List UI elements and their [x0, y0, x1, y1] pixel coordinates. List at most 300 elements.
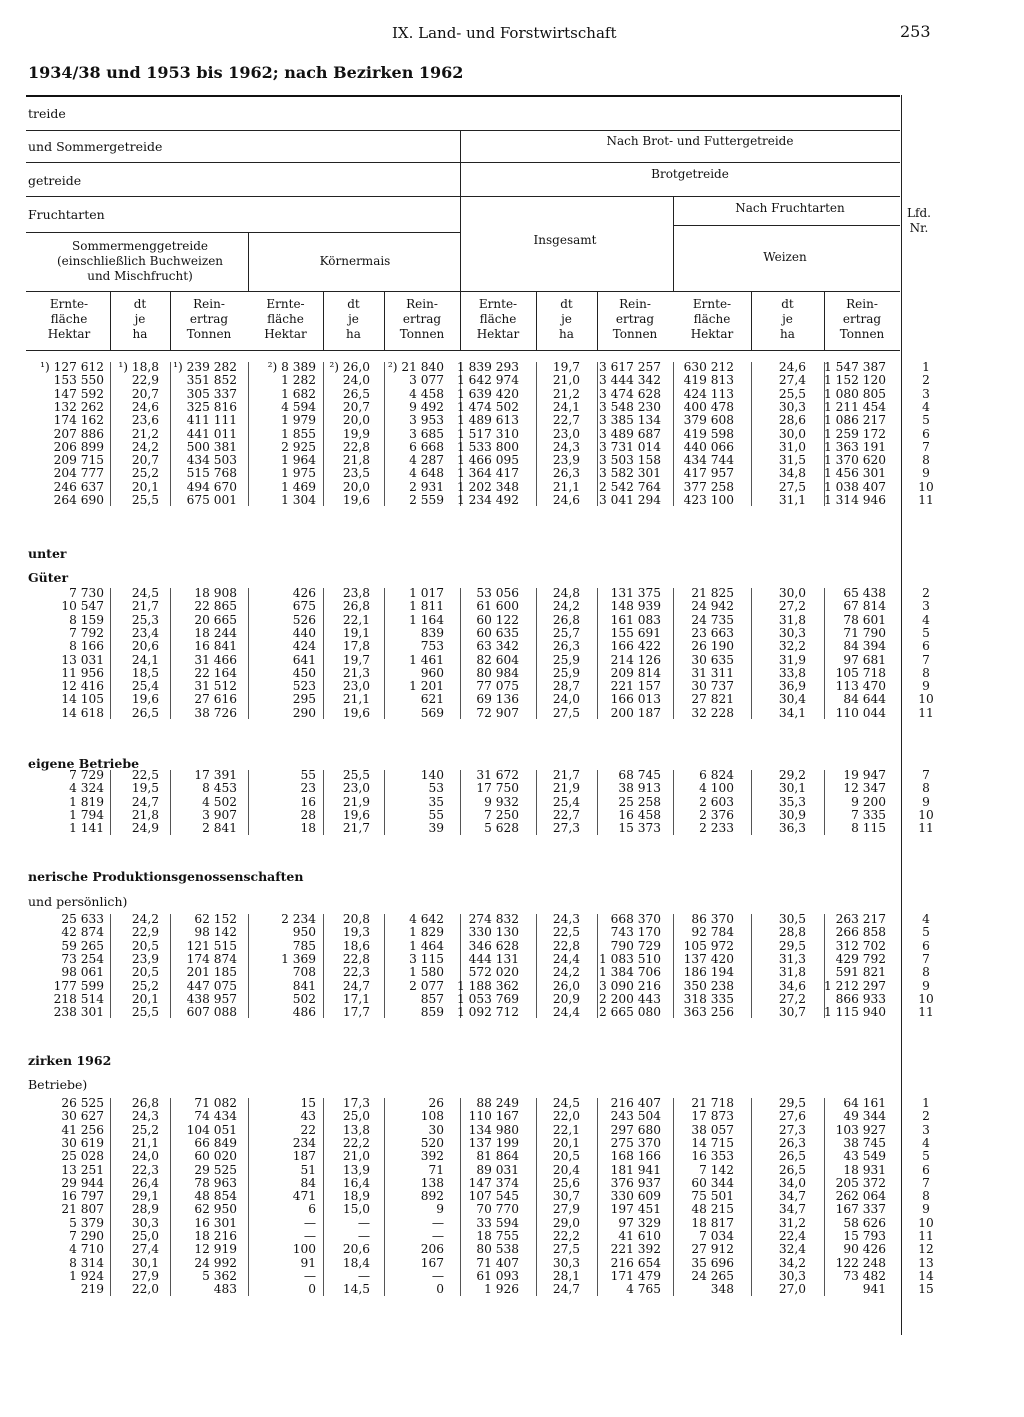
- cell-mais-flaeche: 1 682: [281, 386, 316, 401]
- cell-brot-dtha: 26,0: [552, 978, 580, 993]
- table-row: [0, 1283, 1024, 1296]
- cell-weizen-dtha: 30,7: [778, 1005, 806, 1020]
- cell-mais-dtha: 25,0: [342, 1109, 370, 1124]
- table-row: [0, 494, 1024, 507]
- cell-mais-flaeche: 426: [292, 586, 316, 600]
- rule-h2: [26, 162, 900, 163]
- table-row: [0, 388, 1024, 401]
- cell-brot-flaeche: 1 092 712: [456, 1005, 519, 1020]
- cell-weizen-reinertrag: 18 931: [843, 1162, 886, 1177]
- cell-brot-reinertrag: 376 937: [610, 1175, 661, 1190]
- cell-brot-flaeche: 1 639 420: [456, 386, 519, 401]
- table-row: [0, 374, 1024, 387]
- cell-mais-flaeche: 950: [292, 925, 316, 940]
- cell-lfd-nr: 2: [922, 1109, 930, 1124]
- cell-reinertrag: 98 142: [194, 925, 237, 940]
- cell-weizen-flaeche: 2 603: [699, 794, 734, 809]
- cell-flaeche: 14 618: [61, 705, 104, 720]
- cell-mais-flaeche: 22: [300, 1122, 316, 1137]
- cell-weizen-flaeche: 60 344: [691, 1175, 734, 1190]
- cell-mais-dtha: 23,0: [342, 679, 370, 694]
- cell-mais-reinertrag: 3 077: [409, 373, 444, 388]
- cell-mais-reinertrag: 892: [420, 1189, 444, 1204]
- rule-h4b: [673, 225, 900, 226]
- cell-mais-flaeche: 1 979: [281, 413, 316, 428]
- cell-weizen-flaeche: 419 598: [683, 426, 734, 441]
- cell-brot-reinertrag: 3 731 014: [598, 439, 661, 454]
- cell-mais-reinertrag: 108: [420, 1109, 444, 1124]
- cell-brot-reinertrag: 166 422: [610, 639, 661, 654]
- cell-weizen-flaeche: 31 311: [691, 665, 734, 680]
- cell-brot-dtha: 24,7: [552, 1282, 580, 1297]
- cell-lfd-nr: 2: [922, 373, 930, 388]
- cell-dtha: 20,1: [131, 479, 159, 494]
- cell-mais-dtha: 18,9: [342, 1189, 370, 1204]
- cell-reinertrag: ¹) 239 282: [173, 360, 237, 374]
- cell-weizen-dtha: 31,1: [778, 493, 806, 507]
- cell-brot-flaeche: 72 907: [476, 705, 519, 720]
- cell-brot-flaeche: 1 926: [484, 1282, 519, 1297]
- table-row: [0, 441, 1024, 454]
- cell-flaeche: 8 166: [69, 639, 104, 654]
- cell-dtha: 20,1: [131, 991, 159, 1006]
- header-nach-fruchtarten: Nach Fruchtarten: [735, 201, 845, 215]
- cell-weizen-flaeche: 21 718: [691, 1096, 734, 1110]
- cell-brot-reinertrag: 2 200 443: [598, 991, 661, 1006]
- cell-brot-flaeche: 1 364 417: [456, 466, 519, 481]
- cell-reinertrag: 62 950: [194, 1202, 237, 1217]
- cell-weizen-dtha: 34,7: [778, 1189, 806, 1204]
- cell-flaeche: 1 794: [69, 807, 104, 822]
- cell-mais-flaeche: 91: [300, 1255, 316, 1270]
- table-title: 1934/38 und 1953 bis 1962; nach Bezirken 1962: [28, 63, 464, 82]
- cell-weizen-dtha: 32,4: [778, 1242, 806, 1257]
- cell-brot-flaeche: 70 770: [476, 1202, 519, 1217]
- cell-mais-flaeche: 1 282: [281, 373, 316, 388]
- table-row: [0, 782, 1024, 795]
- cell-brot-flaeche: 1 489 613: [456, 413, 519, 428]
- cell-weizen-flaeche: 363 256: [683, 1005, 734, 1020]
- cell-brot-flaeche: 82 604: [476, 652, 519, 667]
- cell-lfd-nr: 5: [922, 925, 930, 940]
- cell-flaeche: 1 819: [69, 794, 104, 809]
- table-row: [0, 1203, 1024, 1216]
- cell-mais-dtha: 17,8: [342, 639, 370, 654]
- cell-brot-dtha: 20,9: [552, 991, 580, 1006]
- cell-lfd-nr: 10: [918, 479, 934, 494]
- cell-lfd-nr: 1: [922, 360, 930, 374]
- cell-weizen-dtha: 34,0: [778, 1175, 806, 1190]
- cell-mais-reinertrag: 9: [436, 1202, 444, 1217]
- cell-lfd-nr: 10: [918, 692, 934, 707]
- cell-flaeche: 209 715: [53, 453, 104, 468]
- cell-brot-dtha: 25,6: [552, 1175, 580, 1190]
- cell-mais-dtha: 22,2: [342, 1135, 370, 1150]
- cell-mais-dtha: 22,8: [342, 951, 370, 966]
- cell-mais-reinertrag: 2 931: [409, 479, 444, 494]
- cell-weizen-dtha: 31,8: [778, 965, 806, 980]
- cell-dtha: 21,1: [131, 1135, 159, 1150]
- cell-flaeche: 204 777: [53, 466, 104, 481]
- cell-mais-flaeche: 424: [292, 639, 316, 654]
- cell-lfd-nr: 6: [922, 639, 930, 654]
- cell-weizen-reinertrag: 90 426: [843, 1242, 886, 1257]
- cell-flaeche: 219: [80, 1282, 104, 1297]
- cell-brot-flaeche: 274 832: [468, 912, 519, 926]
- cell-dtha: 27,4: [131, 1242, 159, 1257]
- cell-brot-reinertrag: 3 503 158: [598, 453, 661, 468]
- cell-mais-dtha: 19,3: [342, 925, 370, 940]
- cell-brot-dtha: 24,4: [552, 951, 580, 966]
- cell-brot-reinertrag: 1 384 706: [598, 965, 661, 980]
- cell-lfd-nr: 7: [922, 439, 930, 454]
- cell-weizen-reinertrag: 312 702: [835, 938, 886, 953]
- cell-reinertrag: 18 244: [194, 625, 237, 640]
- table-row: [0, 980, 1024, 993]
- cell-reinertrag: 27 616: [194, 692, 237, 707]
- cell-mais-flaeche: 440: [292, 625, 316, 640]
- cell-mais-flaeche: 4 594: [281, 399, 316, 414]
- cell-mais-flaeche: 187: [292, 1149, 316, 1164]
- table-row: [0, 587, 1024, 600]
- cell-weizen-reinertrag: 205 372: [835, 1175, 886, 1190]
- cell-brot-dtha: 25,7: [552, 625, 580, 640]
- cell-lfd-nr: 9: [922, 794, 930, 809]
- cell-dtha: 21,7: [131, 599, 159, 614]
- table-row: [0, 414, 1024, 427]
- cell-mais-reinertrag: 839: [420, 625, 444, 640]
- cell-mais-reinertrag: —: [431, 1215, 444, 1230]
- cell-brot-dtha: 28,1: [552, 1268, 580, 1283]
- cell-mais-reinertrag: 960: [420, 665, 444, 680]
- cell-dtha: 24,2: [131, 439, 159, 454]
- cell-mais-flaeche: 502: [292, 991, 316, 1006]
- cell-reinertrag: 483: [213, 1282, 237, 1297]
- cell-dtha: 22,9: [131, 373, 159, 388]
- cell-mais-flaeche: 523: [292, 679, 316, 694]
- cell-lfd-nr: 11: [918, 1005, 934, 1020]
- cell-reinertrag: 74 434: [194, 1109, 237, 1124]
- cell-dtha: 22,5: [131, 768, 159, 782]
- cell-mais-reinertrag: 26: [428, 1096, 444, 1110]
- cell-weizen-reinertrag: 64 161: [843, 1096, 886, 1110]
- cell-mais-dtha: 21,9: [342, 794, 370, 809]
- cell-brot-reinertrag: 148 939: [610, 599, 661, 614]
- cell-weizen-flaeche: 434 744: [683, 453, 734, 468]
- cell-brot-dtha: 19,7: [552, 360, 580, 374]
- cell-reinertrag: 48 854: [194, 1189, 237, 1204]
- cell-mais-reinertrag: 621: [420, 692, 444, 707]
- cell-reinertrag: 31 466: [194, 652, 237, 667]
- cell-brot-flaeche: 89 031: [476, 1162, 519, 1177]
- cell-reinertrag: 2 841: [202, 821, 237, 836]
- rule-v-mais: [248, 232, 249, 292]
- cell-brot-flaeche: 137 199: [468, 1135, 519, 1150]
- cell-dtha: 25,4: [131, 679, 159, 694]
- cell-weizen-dtha: 30,0: [778, 426, 806, 441]
- cell-flaeche: 41 256: [61, 1122, 104, 1137]
- cell-reinertrag: 18 908: [194, 586, 237, 600]
- cell-brot-flaeche: 80 538: [476, 1242, 519, 1257]
- cell-weizen-reinertrag: 1 080 805: [823, 386, 886, 401]
- cell-dtha: 18,5: [131, 665, 159, 680]
- cell-weizen-flaeche: 350 238: [683, 978, 734, 993]
- cell-reinertrag: 305 337: [186, 386, 237, 401]
- cell-brot-reinertrag: 297 680: [610, 1122, 661, 1137]
- table-row: [0, 1190, 1024, 1203]
- section-title-bezirke: zirken 1962: [28, 1053, 112, 1068]
- header-level3: getreide: [28, 173, 82, 188]
- cell-mais-reinertrag: 4 648: [409, 466, 444, 481]
- cell-weizen-flaeche: 30 737: [691, 679, 734, 694]
- cell-weizen-flaeche: 6 824: [699, 768, 734, 782]
- cell-mais-reinertrag: 167: [420, 1255, 444, 1270]
- cell-brot-dtha: 22,1: [552, 1122, 580, 1137]
- cell-weizen-reinertrag: 97 681: [843, 652, 886, 667]
- table-row: [0, 1164, 1024, 1177]
- cell-weizen-dtha: 33,8: [778, 665, 806, 680]
- cell-brot-dtha: 21,9: [552, 781, 580, 796]
- cell-flaeche: 30 619: [61, 1135, 104, 1150]
- cell-brot-reinertrag: 197 451: [610, 1202, 661, 1217]
- cell-brot-flaeche: 1 839 293: [456, 360, 519, 374]
- cell-brot-flaeche: 134 980: [468, 1122, 519, 1137]
- cell-weizen-reinertrag: 941: [862, 1282, 886, 1297]
- cell-mais-reinertrag: 2 559: [409, 493, 444, 507]
- cell-brot-dtha: 20,1: [552, 1135, 580, 1150]
- table-row: [0, 467, 1024, 480]
- col-header-dtha-4: dt je ha: [780, 297, 795, 341]
- section-title-eigene-betriebe: eigene Betriebe: [28, 756, 140, 771]
- cell-lfd-nr: 7: [922, 768, 930, 782]
- cell-lfd-nr: 8: [922, 1189, 930, 1204]
- cell-weizen-dtha: 27,2: [778, 599, 806, 614]
- cell-dtha: 22,9: [131, 925, 159, 940]
- cell-reinertrag: 17 391: [194, 768, 237, 782]
- rule-h5: [26, 291, 900, 292]
- cell-weizen-reinertrag: 65 438: [843, 586, 886, 600]
- cell-weizen-reinertrag: 43 549: [843, 1149, 886, 1164]
- cell-reinertrag: 22 164: [194, 665, 237, 680]
- cell-mais-reinertrag: 859: [420, 1005, 444, 1020]
- cell-mais-flaeche: 0: [308, 1282, 316, 1297]
- cell-mais-dtha: 21,1: [342, 692, 370, 707]
- table-row: [0, 654, 1024, 667]
- table-row: [0, 1137, 1024, 1150]
- cell-dtha: 21,8: [131, 807, 159, 822]
- cell-lfd-nr: 8: [922, 665, 930, 680]
- cell-mais-dtha: 22,1: [342, 612, 370, 627]
- group-sommermenggetreide: Sommermenggetreide (einschließlich Buchweizen und Mischfrucht): [56, 239, 224, 283]
- cell-flaeche: 25 028: [61, 1149, 104, 1164]
- cell-weizen-flaeche: 630 212: [683, 360, 734, 374]
- cell-reinertrag: 31 512: [194, 679, 237, 694]
- cell-weizen-dtha: 30,3: [778, 625, 806, 640]
- col-header-dtha-3: dt je ha: [559, 297, 574, 341]
- table-row: [0, 1124, 1024, 1137]
- cell-dtha: 29,1: [131, 1189, 159, 1204]
- cell-weizen-reinertrag: 67 814: [843, 599, 886, 614]
- cell-flaeche: 25 633: [61, 912, 104, 926]
- cell-dtha: 25,2: [131, 978, 159, 993]
- cell-mais-reinertrag: 206: [420, 1242, 444, 1257]
- cell-mais-dtha: —: [357, 1229, 370, 1243]
- cell-mais-flaeche: 23: [300, 781, 316, 796]
- table-row: [0, 640, 1024, 653]
- cell-mais-reinertrag: 569: [420, 705, 444, 720]
- cell-weizen-dtha: 30,5: [778, 912, 806, 926]
- cell-weizen-reinertrag: 1 038 407: [823, 479, 886, 494]
- cell-weizen-flaeche: 424 113: [683, 386, 734, 401]
- col-header-dtha-1: dt je ha: [132, 297, 148, 341]
- cell-brot-flaeche: 1 234 492: [456, 493, 519, 507]
- cell-weizen-reinertrag: 1 115 940: [823, 1005, 886, 1020]
- cell-flaeche: 7 792: [69, 625, 104, 640]
- cell-mais-reinertrag: 1 580: [409, 965, 444, 980]
- cell-mais-flaeche: 1 975: [281, 466, 316, 481]
- rule-h3: [26, 196, 900, 197]
- cell-flaeche: 98 061: [61, 965, 104, 980]
- cell-dtha: 24,9: [131, 821, 159, 836]
- table-row: [0, 796, 1024, 809]
- col-header-reinertrag-2: Rein- ertrag Tonnen: [399, 297, 445, 341]
- cell-mais-reinertrag: 3 953: [409, 413, 444, 428]
- cell-brot-reinertrag: 3 090 216: [598, 978, 661, 993]
- group-koernermais: Körnermais: [319, 254, 391, 268]
- table-row: [0, 940, 1024, 953]
- cell-weizen-flaeche: 27 912: [691, 1242, 734, 1257]
- table-row: [0, 707, 1024, 720]
- cell-brot-dtha: 24,8: [552, 586, 580, 600]
- cell-weizen-flaeche: 26 190: [691, 639, 734, 654]
- cell-mais-reinertrag: 4 458: [409, 386, 444, 401]
- cell-brot-dtha: 25,9: [552, 665, 580, 680]
- cell-reinertrag: 5 362: [202, 1268, 237, 1283]
- cell-brot-dtha: 21,7: [552, 768, 580, 782]
- cell-dtha: 27,9: [131, 1268, 159, 1283]
- cell-weizen-flaeche: 377 258: [683, 479, 734, 494]
- cell-lfd-nr: 4: [922, 912, 930, 926]
- cell-mais-dtha: 24,7: [342, 978, 370, 993]
- cell-brot-reinertrag: 221 392: [610, 1242, 661, 1257]
- cell-mais-dtha: 19,7: [342, 652, 370, 667]
- cell-brot-dtha: 24,1: [552, 399, 580, 414]
- cell-reinertrag: 71 082: [194, 1096, 237, 1110]
- cell-mais-dtha: —: [357, 1215, 370, 1230]
- cell-flaeche: 153 550: [53, 373, 104, 388]
- cell-weizen-reinertrag: 78 601: [843, 612, 886, 627]
- cell-brot-flaeche: 1 533 800: [456, 439, 519, 454]
- cell-brot-dtha: 26,3: [552, 639, 580, 654]
- cell-lfd-nr: 3: [922, 386, 930, 401]
- cell-mais-reinertrag: 3 115: [409, 951, 444, 966]
- cell-weizen-reinertrag: 1 212 297: [823, 978, 886, 993]
- cell-mais-flaeche: 51: [300, 1162, 316, 1177]
- cell-weizen-reinertrag: 1 259 172: [823, 426, 886, 441]
- cell-mais-dtha: 18,4: [342, 1255, 370, 1270]
- cell-mais-reinertrag: 0: [436, 1282, 444, 1297]
- cell-weizen-flaeche: 105 972: [683, 938, 734, 953]
- cell-flaeche: 238 301: [53, 1005, 104, 1020]
- cell-mais-flaeche: —: [303, 1229, 316, 1243]
- table-row: [0, 1097, 1024, 1110]
- table-row: [0, 693, 1024, 706]
- cell-weizen-reinertrag: 110 044: [835, 705, 886, 720]
- cell-reinertrag: 104 051: [186, 1122, 237, 1137]
- cell-lfd-nr: 10: [918, 991, 934, 1006]
- cell-brot-dtha: 29,0: [552, 1215, 580, 1230]
- cell-brot-flaeche: 1 202 348: [456, 479, 519, 494]
- cell-brot-dtha: 21,1: [552, 479, 580, 494]
- cell-weizen-reinertrag: 1 314 946: [823, 493, 886, 507]
- cell-brot-reinertrag: 166 013: [610, 692, 661, 707]
- cell-reinertrag: 441 011: [186, 426, 237, 441]
- cell-lfd-nr: 11: [918, 493, 934, 507]
- cell-mais-flaeche: —: [303, 1268, 316, 1283]
- cell-brot-reinertrag: 743 170: [610, 925, 661, 940]
- cell-dtha: 24,2: [131, 912, 159, 926]
- cell-mais-flaeche: 100: [292, 1242, 316, 1257]
- cell-reinertrag: 20 665: [194, 612, 237, 627]
- cell-brot-reinertrag: 97 329: [618, 1215, 661, 1230]
- cell-reinertrag: 438 957: [186, 991, 237, 1006]
- cell-lfd-nr: 4: [922, 612, 930, 627]
- cell-dtha: 21,2: [131, 426, 159, 441]
- cell-brot-dtha: 24,0: [552, 692, 580, 707]
- cell-brot-dtha: 22,7: [552, 807, 580, 822]
- cell-reinertrag: 12 919: [194, 1242, 237, 1257]
- cell-brot-flaeche: 1 474 502: [456, 399, 519, 414]
- cell-brot-flaeche: 1 642 974: [456, 373, 519, 388]
- cell-mais-reinertrag: 39: [428, 821, 444, 836]
- cell-mais-flaeche: ²) 8 389: [267, 360, 316, 374]
- cell-weizen-flaeche: 186 194: [683, 965, 734, 980]
- cell-flaeche: 174 162: [53, 413, 104, 428]
- cell-weizen-dtha: 31,0: [778, 439, 806, 454]
- cell-weizen-reinertrag: 84 394: [843, 639, 886, 654]
- cell-mais-dtha: 17,7: [342, 1005, 370, 1020]
- group-insgesamt: Insgesamt: [533, 233, 597, 247]
- col-header-flaeche-1: Ernte- fläche Hektar: [47, 297, 91, 341]
- cell-lfd-nr: 3: [922, 599, 930, 614]
- cell-flaeche: 207 886: [53, 426, 104, 441]
- cell-lfd-nr: 9: [922, 1202, 930, 1217]
- cell-weizen-dtha: 22,4: [778, 1229, 806, 1243]
- cell-mais-reinertrag: 4 642: [409, 912, 444, 926]
- cell-weizen-dtha: 27,2: [778, 991, 806, 1006]
- cell-weizen-dtha: 35,3: [778, 794, 806, 809]
- cell-brot-reinertrag: 3 444 342: [598, 373, 661, 388]
- table-row: [0, 428, 1024, 441]
- cell-weizen-dtha: 30,9: [778, 807, 806, 822]
- cell-mais-reinertrag: 1 811: [409, 599, 444, 614]
- cell-brot-flaeche: 80 984: [476, 665, 519, 680]
- cell-mais-flaeche: 1 304: [281, 493, 316, 507]
- cell-weizen-dtha: 26,5: [778, 1149, 806, 1164]
- cell-brot-reinertrag: 38 913: [618, 781, 661, 796]
- cell-mais-dtha: 23,0: [342, 781, 370, 796]
- cell-dtha: 25,5: [131, 493, 159, 507]
- cell-mais-dtha: 16,4: [342, 1175, 370, 1190]
- col-header-reinertrag-1: Rein- ertrag Tonnen: [186, 297, 232, 341]
- cell-brot-dtha: 24,3: [552, 439, 580, 454]
- cell-brot-dtha: 20,4: [552, 1162, 580, 1177]
- cell-weizen-flaeche: 86 370: [691, 912, 734, 926]
- cell-weizen-reinertrag: 1 363 191: [823, 439, 886, 454]
- cell-dtha: 23,4: [131, 625, 159, 640]
- cell-mais-reinertrag: 9 492: [409, 399, 444, 414]
- cell-weizen-dtha: 29,5: [778, 938, 806, 953]
